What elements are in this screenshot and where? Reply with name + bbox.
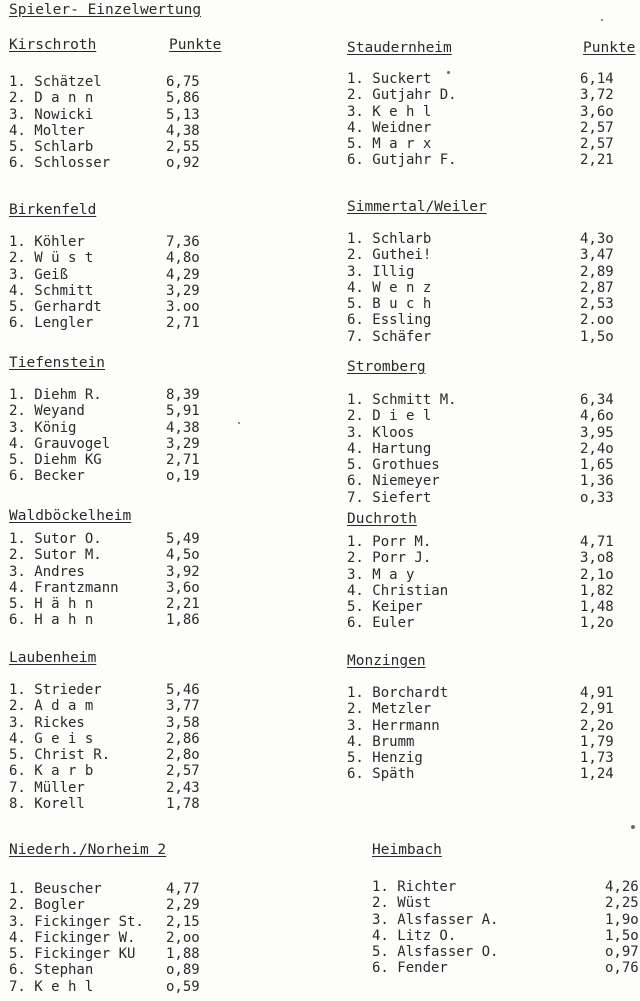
player-name: 7. Schäfer (347, 328, 432, 345)
player-name: 5. Gerhardt (9, 299, 102, 316)
player-points: 7,36 (166, 234, 200, 250)
player-name: 5. Diehm KG (9, 452, 102, 469)
player-points: 4,91 (580, 685, 614, 701)
player-points: 2,8o (166, 747, 200, 764)
player-points: 2,oo (166, 929, 200, 946)
player-points: 5,46 (166, 682, 200, 698)
player-points: 2,71 (166, 452, 200, 469)
ink-speck (238, 422, 240, 424)
player-name: 2. Gutjahr D. (347, 87, 457, 104)
player-points: 4,71 (580, 534, 614, 550)
player-points: o,76 (605, 960, 639, 977)
player-name: 7. K e h l (9, 978, 94, 995)
ink-speck (447, 71, 450, 74)
points-header: Punkte (583, 40, 636, 56)
team-name: Stromberg (347, 359, 426, 375)
team-name: Heimbach (372, 842, 442, 858)
player-name: 1. Porr M. (347, 534, 432, 550)
player-name: 2. Porr J. (347, 550, 432, 567)
player-name: 5. B u c h (347, 296, 432, 313)
player-points: 2,57 (166, 763, 200, 780)
player-points: 1,78 (166, 796, 200, 813)
player-name: 5. M a r x (347, 136, 432, 153)
player-name: 4. Hartung (347, 440, 432, 457)
player-name: 3. Geiß (9, 266, 69, 283)
player-points: 2,55 (166, 139, 200, 156)
team-name: Duchroth (347, 511, 417, 527)
player-points: o,89 (166, 962, 200, 979)
player-points: 5,13 (166, 106, 200, 123)
player-name: 5. H ä h n (9, 596, 94, 613)
player-name: 6. Lengler (9, 315, 94, 332)
player-points: 2,53 (580, 296, 614, 313)
player-points: 3,72 (580, 87, 614, 104)
player-name: 3. Kloos (347, 424, 415, 441)
player-name: 7. Siefert (347, 489, 432, 506)
page-title: Spieler- Einzelwertung (9, 2, 202, 18)
player-name: 6. Niemeyer (347, 473, 440, 490)
player-name: 6. Schlosser (9, 155, 111, 172)
ink-speck (601, 19, 603, 21)
team-name: Tiefenstein (9, 355, 106, 371)
player-points: 2,4o (580, 440, 614, 457)
player-name: 5. Alsfasser O. (372, 944, 499, 961)
player-name: 5. Henzig (347, 750, 423, 767)
player-name: 4. Brumm (347, 733, 415, 750)
player-points: 6,34 (580, 392, 614, 408)
player-points: 2,86 (166, 730, 200, 747)
player-points: 2,2o (580, 717, 614, 734)
team-name: Waldböckelheim (9, 508, 132, 524)
player-name: 3. König (9, 419, 77, 436)
player-points: 1,5o (605, 927, 639, 944)
player-name: 8. Korell (9, 796, 85, 813)
player-points: 1,48 (580, 599, 614, 616)
player-points: 2,25 (605, 895, 639, 912)
player-name: 5. Christ R. (9, 747, 111, 764)
player-points: 5,49 (166, 531, 200, 547)
player-points: 2,89 (580, 263, 614, 280)
player-points: 2,57 (580, 119, 614, 136)
player-name: 1. Schmitt M. (347, 392, 457, 408)
player-name: 3. Nowicki (9, 106, 94, 123)
player-points: 1,24 (580, 766, 614, 783)
player-points: 2,71 (166, 315, 200, 332)
player-name: 3. Fickinger St. (9, 913, 144, 930)
player-name: 6. Euler (347, 615, 415, 632)
player-name: 2. Wüst (372, 895, 432, 912)
player-name: 2. Sutor M. (9, 547, 102, 564)
team-name: Laubenheim (9, 650, 97, 666)
player-points: 3,92 (166, 563, 200, 580)
player-name: 6. Stephan (9, 962, 94, 979)
player-points: 4,38 (166, 419, 200, 436)
points-header: Punkte (169, 37, 222, 53)
player-name: 4. W e n z (347, 279, 432, 296)
player-points: 2,21 (580, 152, 614, 169)
player-name: 1. Diehm R. (9, 387, 102, 403)
player-points: 3,6o (580, 103, 614, 120)
player-points: 3,6o (166, 579, 200, 596)
player-points: 1,65 (580, 457, 614, 474)
team-name: Monzingen (347, 653, 426, 669)
player-points: 1,86 (166, 612, 200, 629)
player-points: o,97 (605, 944, 639, 961)
player-points: 1,82 (580, 582, 614, 599)
player-points: 3,58 (166, 714, 200, 731)
player-name: 3. M a y (347, 566, 415, 583)
player-points: 4,5o (166, 547, 200, 564)
player-points: 4,3o (580, 231, 614, 247)
player-points: 4,6o (580, 408, 614, 425)
player-name: 4. Fickinger W. (9, 929, 136, 946)
player-name: 2. Metzler (347, 701, 432, 718)
player-points: 1,79 (580, 733, 614, 750)
player-points: 4,77 (166, 881, 200, 897)
player-name: 2. Bogler (9, 897, 85, 914)
player-points: 1,73 (580, 750, 614, 767)
player-points: o,92 (166, 155, 200, 172)
player-points: 4,8o (166, 250, 200, 267)
player-points: 1,36 (580, 473, 614, 490)
player-points: 4,29 (166, 266, 200, 283)
player-name: 4. Christian (347, 582, 449, 599)
player-name: 6. Späth (347, 766, 415, 783)
player-name: 6. Gutjahr F. (347, 152, 457, 169)
team-name: Simmertal/Weiler (347, 199, 487, 215)
player-points: 2,29 (166, 897, 200, 914)
player-name: 4. Litz O. (372, 927, 457, 944)
player-name: 1. Köhler (9, 234, 85, 250)
player-name: 3. K e h l (347, 103, 432, 120)
player-points: o,33 (580, 489, 614, 506)
player-name: 2. Guthei! (347, 247, 432, 264)
player-name: 6. Fender (372, 960, 448, 977)
player-name: 2. W ü s t (9, 250, 94, 267)
player-points: 4,38 (166, 122, 200, 139)
player-points: 1,5o (580, 328, 614, 345)
player-name: 2. D i e l (347, 408, 432, 425)
player-name: 1. Borchardt (347, 685, 449, 701)
player-name: 4. Frantzmann (9, 579, 119, 596)
player-name: 6. Essling (347, 312, 432, 329)
ink-speck (631, 825, 635, 829)
player-name: 4. Weidner (347, 119, 432, 136)
player-points: 3,95 (580, 424, 614, 441)
player-name: 3. Alsfasser A. (372, 911, 499, 928)
player-points: 1,2o (580, 615, 614, 632)
player-name: 1. Beuscher (9, 881, 102, 897)
team-name: Staudernheim (347, 40, 452, 56)
player-points: 3,77 (166, 698, 200, 715)
player-name: 4. Schmitt (9, 282, 94, 299)
player-points: 1,88 (166, 946, 200, 963)
player-points: 2,91 (580, 701, 614, 718)
player-name: 6. K a r b (9, 763, 94, 780)
player-name: 6. Becker (9, 468, 85, 485)
player-points: o,19 (166, 468, 200, 485)
player-points: 2,43 (166, 779, 200, 796)
player-name: 1. Schlarb (347, 231, 432, 247)
team-name: Birkenfeld (9, 202, 97, 218)
player-name: 3. Rickes (9, 714, 85, 731)
player-name: 1. Richter (372, 879, 457, 895)
player-name: 5. Keiper (347, 599, 423, 616)
player-name: 1. Suckert (347, 71, 432, 87)
player-points: 2,21 (166, 596, 200, 613)
player-points: 8,39 (166, 387, 200, 403)
player-points: 6,75 (166, 74, 200, 90)
player-points: o,59 (166, 978, 200, 995)
player-points: 3.oo (166, 299, 200, 316)
player-points: 2,57 (580, 136, 614, 153)
player-points: 2,1o (580, 566, 614, 583)
player-points: 1,9o (605, 911, 639, 928)
player-name: 2. A d a m (9, 698, 94, 715)
player-points: 3,29 (166, 435, 200, 452)
player-name: 1. Schätzel (9, 74, 102, 90)
player-name: 3. Andres (9, 563, 85, 580)
player-name: 6. H a h n (9, 612, 94, 629)
player-name: 5. Schlarb (9, 139, 94, 156)
player-points: 2.oo (580, 312, 614, 329)
player-name: 3. Illig (347, 263, 415, 280)
player-name: 1. Sutor O. (9, 531, 102, 547)
player-name: 5. Grothues (347, 457, 440, 474)
player-name: 1. Strieder (9, 682, 102, 698)
player-points: 4,26 (605, 879, 639, 895)
team-name: Kirschroth (9, 37, 97, 53)
player-points: 3,29 (166, 282, 200, 299)
player-points: 3,o8 (580, 550, 614, 567)
player-name: 4. G e i s (9, 730, 94, 747)
player-name: 3. Herrmann (347, 717, 440, 734)
player-points: 2,87 (580, 279, 614, 296)
player-name: 7. Müller (9, 779, 85, 796)
team-name: Niederh./Norheim 2 (9, 842, 167, 858)
player-name: 4. Molter (9, 122, 85, 139)
player-name: 2. D a n n (9, 90, 94, 107)
player-points: 2,15 (166, 913, 200, 930)
player-points: 5,91 (166, 403, 200, 420)
player-points: 3,47 (580, 247, 614, 264)
player-points: 6,14 (580, 71, 614, 87)
player-points: 5,86 (166, 90, 200, 107)
player-name: 5. Fickinger KU (9, 946, 136, 963)
player-name: 2. Weyand (9, 403, 85, 420)
player-name: 4. Grauvogel (9, 435, 111, 452)
